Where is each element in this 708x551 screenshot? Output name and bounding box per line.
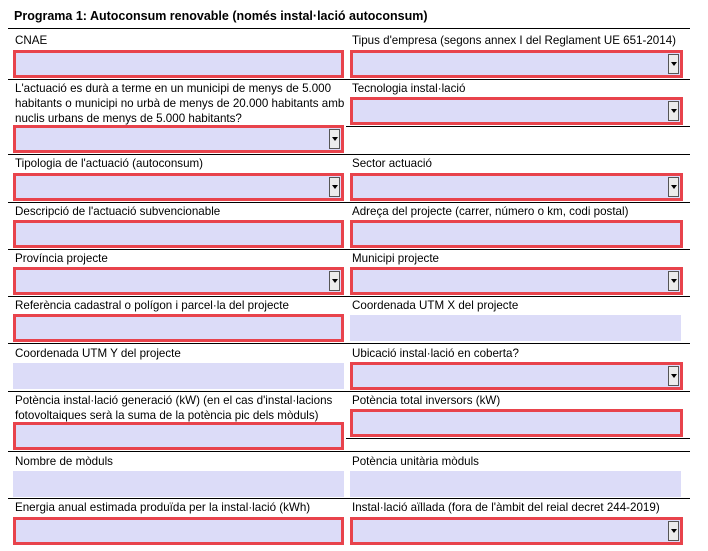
chevron-down-icon[interactable] [668,521,679,541]
section-title: Programa 1: Autoconsum renovable (només instal·lació autoconsum) [14,9,428,23]
ubicacio-coberta-select[interactable] [350,362,683,390]
adreca-field[interactable] [350,220,683,248]
chevron-down-icon[interactable] [668,54,679,74]
potencia-inversors-field[interactable] [350,409,683,437]
chevron-down-icon[interactable] [668,101,679,121]
utm-y-field[interactable] [13,363,344,389]
tecnologia-select[interactable] [350,97,683,125]
municipi-menys-5000-select[interactable] [13,125,344,153]
utm-x-field[interactable] [350,315,681,341]
tipologia-select[interactable] [13,173,344,201]
installacio-aillada-select[interactable] [350,517,683,545]
ubicacio-coberta-label: Ubicació instal·lació en coberta? [352,347,519,360]
referencia-cadastral-field[interactable] [13,314,344,342]
cnae-label: CNAE [15,34,48,47]
nombre-moduls-field[interactable] [13,471,344,497]
municipi-menys-5000-label: L'actuació es durà a terme en un municipi de menys de 5.000 habitants o municipi no urbà de menys de 20.000 habitants amb nuclis urbans de menys de 5.000 habitants? [15,82,345,125]
nombre-moduls-label: Nombre de mòduls [15,455,113,468]
chevron-down-icon[interactable] [329,129,340,149]
provincia-label: Província projecte [15,252,108,265]
energia-anual-label: Energia anual estimada produïda per la instal·lació (kWh) [15,501,311,514]
chevron-down-icon[interactable] [329,271,340,291]
energia-anual-field[interactable] [13,517,344,545]
utm-y-label: Coordenada UTM Y del projecte [15,347,181,360]
tecnologia-label: Tecnologia instal·lació [352,82,466,95]
potencia-generacio-field[interactable] [13,422,344,450]
chevron-down-icon[interactable] [668,177,679,197]
potencia-unitaria-label: Potència unitària mòduls [352,455,479,468]
referencia-cadastral-label: Referència cadastral o polígon i parcel·la del projecte [15,299,289,312]
potencia-unitaria-field[interactable] [350,471,681,497]
tipologia-label: Tipologia de l'actuació (autoconsum) [15,157,204,170]
sector-label: Sector actuació [352,157,432,170]
tipus-empresa-label: Tipus d'empresa (segons annex I del Reglament UE 651-2014) [352,34,677,47]
installacio-aillada-label: Instal·lació aïllada (fora de l'àmbit del reial decret 244-2019) [352,501,660,514]
cnae-field[interactable] [13,50,344,78]
utm-x-label: Coordenada UTM X del projecte [352,299,519,312]
municipi-label: Municipi projecte [352,252,439,265]
potencia-inversors-label: Potència total inversors (kW) [352,394,501,407]
chevron-down-icon[interactable] [329,177,340,197]
chevron-down-icon[interactable] [668,271,679,291]
sector-select[interactable] [350,173,683,201]
chevron-down-icon[interactable] [668,366,679,386]
municipi-select[interactable] [350,267,683,295]
tipus-empresa-select[interactable] [350,50,683,78]
provincia-select[interactable] [13,267,344,295]
descripcio-label: Descripció de l'actuació subvencionable [15,205,221,218]
adreca-label: Adreça del projecte (carrer, número o km, codi postal) [352,205,629,218]
title-underline [8,28,690,29]
potencia-generacio-label: Potència instal·lació generació (kW) (en el cas d'instal·lacions fotovoltaiques serà la suma de la potència pic dels mòduls) [15,394,333,422]
descripcio-field[interactable] [13,220,344,248]
